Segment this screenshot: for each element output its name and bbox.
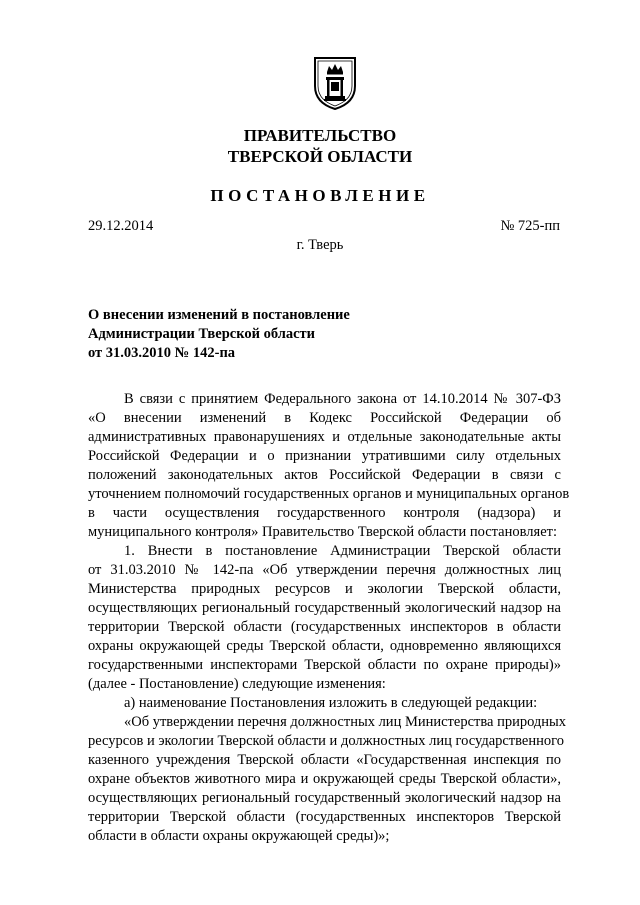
subject-line: О внесении изменений в постановление: [88, 307, 350, 323]
body-line: в части осуществления государственного контроля (надзора) и: [88, 505, 561, 521]
body-line: от 31.03.2010 № 142-па «Об утверждении перечня должностных лиц: [88, 562, 561, 578]
document-city: г. Тверь: [296, 237, 344, 253]
document-body: [88, 390, 570, 846]
body-line: территории Тверской области (государственных инспекторов Тверской: [88, 809, 561, 825]
body-line: «Об утверждении перечня должностных лиц Министерства природных: [124, 714, 567, 730]
body-line: уточнением полномочий государственных органов и муниципальных органов: [88, 486, 570, 502]
body-line: области в области охраны окружающей среды)»;: [88, 828, 390, 844]
organization-name-line2: ТВЕРСКОЙ ОБЛАСТИ: [227, 147, 413, 166]
body-line: административных правонарушениях и отдельные законодательные акты: [88, 429, 561, 445]
body-line: охране объектов животного мира и окружающей среды Тверской области»,: [88, 771, 561, 787]
body-line: государственными инспекторами Тверской области по охране природы)»: [88, 657, 561, 673]
document-subject: [88, 306, 350, 363]
subject-line: от 31.03.2010 № 142-па: [88, 345, 236, 361]
body-line: (далее - Постановление) следующие изменения:: [88, 676, 386, 692]
organization-name-line1: ПРАВИТЕЛЬСТВО: [243, 126, 397, 145]
body-line: В связи с принятием Федерального закона от 14.10.2014 № 307-ФЗ: [124, 391, 561, 407]
body-line: осуществляющих региональный государственный экологический надзор на: [88, 600, 561, 616]
coat-of-arms-icon: [312, 56, 358, 110]
body-line: а) наименование Постановления изложить в следующей редакции:: [124, 695, 538, 711]
body-line: Российской Федерации и о признании утратившими силу отдельных: [88, 448, 561, 464]
body-line: ресурсов и экологии Тверской области и должностных лиц государственного: [88, 733, 564, 749]
document-number: № 725-пп: [500, 218, 560, 234]
document-date: 29.12.2014: [88, 218, 154, 234]
body-line: муниципального контроля» Правительство Тверской области постановляет:: [88, 524, 557, 540]
subject-line: Администрации Тверской области: [88, 326, 316, 342]
body-line: осуществляющих региональный государственный экологический надзор на: [88, 790, 561, 806]
body-line: казенного учреждения Тверской области «Государственная инспекция по: [88, 752, 561, 768]
body-line: 1. Внести в постановление Администрации Тверской области: [124, 543, 561, 559]
document-type: ПОСТАНОВЛЕНИЕ: [210, 186, 430, 205]
body-line: положений законодательных актов Российской Федерации в связи с: [88, 467, 561, 483]
body-line: «О внесении изменений в Кодекс Российской Федерации об: [88, 410, 561, 426]
body-line: территории Тверской области (государственных инспекторов в области: [88, 619, 561, 635]
body-line: охраны окружающей среды Тверской области, одновременно являющихся: [88, 638, 561, 654]
body-line: Министерства природных ресурсов и экологии Тверской области,: [88, 581, 561, 597]
